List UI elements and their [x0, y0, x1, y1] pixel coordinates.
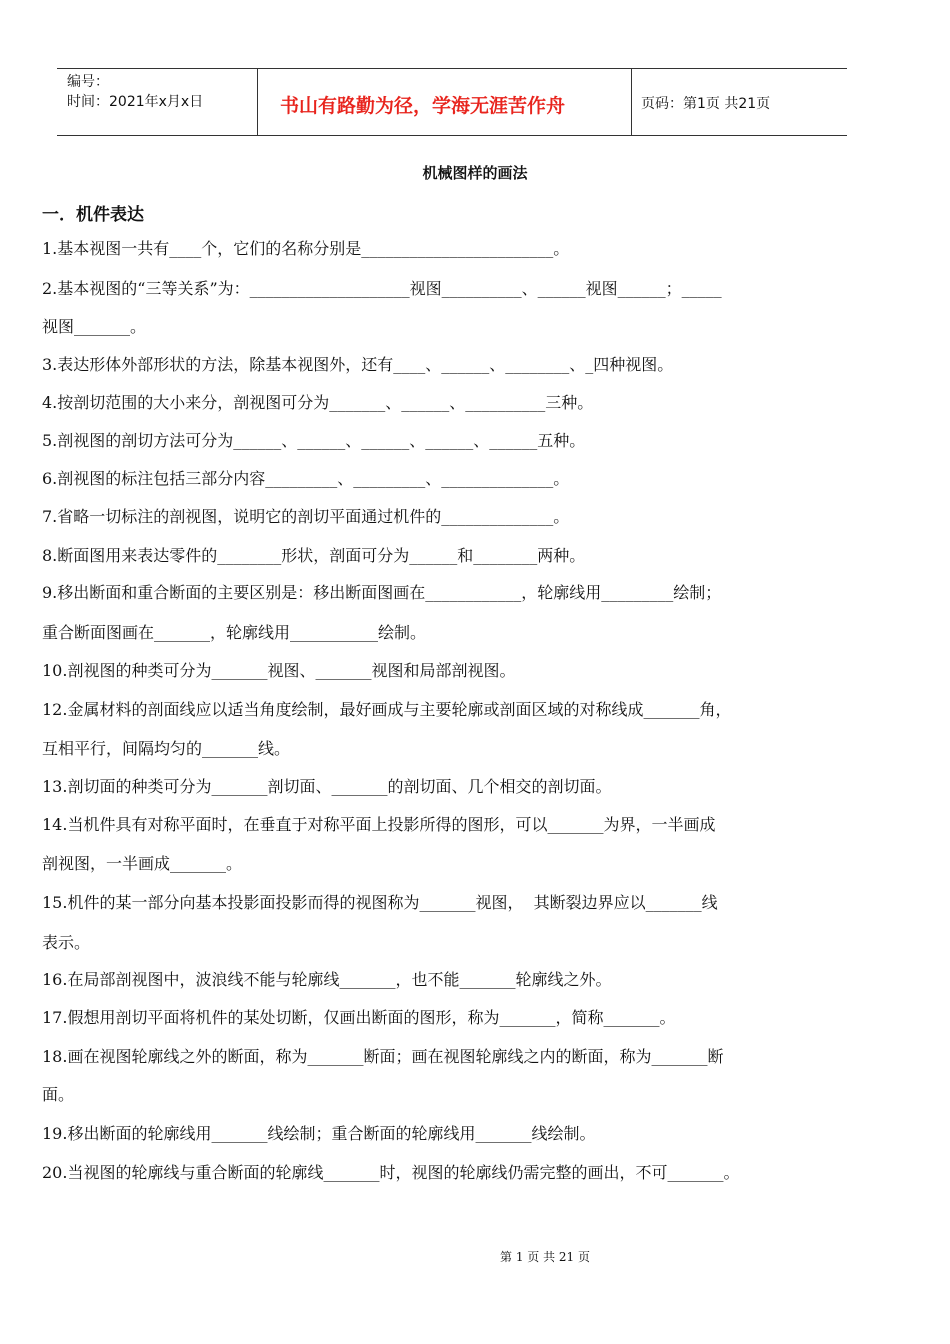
question-text: 6.剖视图的标注包括三部分内容_________、_________、______________。	[42, 469, 570, 488]
question-text: 8.断面图用来表达零件的________形状，剖面可分为______和________两种。	[42, 546, 586, 565]
question-line	[42, 352, 882, 375]
motto-text: 书山有路勤为径，学海无涯苦作舟	[280, 95, 566, 117]
time-label: 时间：2021年x月x日	[67, 94, 204, 110]
question-line	[42, 1005, 882, 1028]
question-line	[42, 890, 882, 913]
question-text: 面。	[42, 1085, 75, 1104]
question-text: 13.剖切面的种类可分为_______剖切面、_______的剖切面、几个相交的剖切面。	[42, 777, 612, 796]
header-page-cell	[631, 69, 847, 135]
question-text: 5.剖视图的剖切方法可分为______、______、______、______、______五种。	[42, 431, 586, 450]
question-line	[42, 466, 882, 489]
question-line	[42, 276, 882, 299]
question-line	[42, 428, 882, 451]
question-text: 12.金属材料的剖面线应以适当角度绘制，最好画成与主要轮廓或剖面区域的对称线成_______角，	[42, 700, 732, 719]
question-line	[42, 930, 882, 953]
question-line	[42, 390, 882, 413]
question-line	[42, 1082, 882, 1105]
question-line	[42, 314, 882, 337]
question-line	[42, 774, 882, 797]
question-text: 2.基本视图的“三等关系”为：____________________视图__________、______视图______；_____	[42, 279, 722, 298]
question-text: 19.移出断面的轮廓线用_______线绘制；重合断面的轮廓线用_______线绘制。	[42, 1124, 596, 1143]
question-text: 互相平行，间隔均匀的_______线。	[42, 739, 291, 758]
question-line	[42, 580, 882, 603]
question-line	[42, 967, 882, 990]
question-line	[42, 851, 882, 874]
question-text: 表示。	[42, 933, 91, 952]
question-line	[42, 620, 882, 643]
question-text: 16.在局部剖视图中，波浪线不能与轮廓线_______，也不能_______轮廓线之外。	[42, 970, 612, 989]
question-text: 20.当视图的轮廓线与重合断面的轮廓线_______时，视图的轮廓线仍需完整的画出，不可_______。	[42, 1163, 740, 1182]
question-text: 1.基本视图一共有____个，它们的名称分别是________________________。	[42, 239, 570, 258]
question-line	[42, 236, 882, 259]
header-table	[57, 68, 847, 136]
question-text: 7.省略一切标注的剖视图，说明它的剖切平面通过机件的______________。	[42, 507, 570, 526]
question-text: 4.按剖切范围的大小来分，剖视图可分为_______、______、__________三种。	[42, 393, 594, 412]
question-line	[42, 1121, 882, 1144]
question-text: 重合断面图画在_______，轮廓线用___________绘制。	[42, 623, 427, 642]
question-line	[42, 736, 882, 759]
question-text: 18.画在视图轮廓线之外的断面，称为_______断面；画在视图轮廓线之内的断面，称为_______断	[42, 1047, 724, 1066]
question-line	[42, 697, 882, 720]
question-text: 17.假想用剖切平面将机件的某处切断，仅画出断面的图形，称为_______，简称_______。	[42, 1008, 676, 1027]
question-text: 视图_______。	[42, 317, 147, 336]
page-label: 页码：第1页 共21页	[641, 96, 771, 112]
question-text: 14.当机件具有对称平面时，在垂直于对称平面上投影所得的图形，可以_______为界，一半画成	[42, 815, 716, 834]
footer-text: 第 1 页 共 21 页	[500, 1250, 590, 1264]
question-line	[42, 658, 882, 681]
question-line	[42, 543, 882, 566]
question-text: 3.表达形体外部形状的方法，除基本视图外，还有____、______、________、_四种视图。	[42, 355, 674, 374]
question-line	[42, 1160, 882, 1183]
question-line	[42, 504, 882, 527]
header-meta-cell	[57, 69, 257, 135]
question-line	[42, 1044, 882, 1067]
page-footer	[0, 1248, 950, 1265]
header-motto-cell	[257, 69, 632, 135]
section-title: 一．机件表达	[42, 205, 144, 225]
question-line	[42, 812, 882, 835]
question-text: 9.移出断面和重合断面的主要区别是：移出断面图画在____________，轮廓线用_________绘制；	[42, 583, 722, 602]
question-text: 15.机件的某一部分向基本投影面投影而得的视图称为_______视图， 其断裂边界应以_______线	[42, 893, 718, 912]
question-text: 剖视图，一半画成_______。	[42, 854, 243, 873]
question-text: 10.剖视图的种类可分为_______视图、_______视图和局部剖视图。	[42, 661, 516, 680]
number-label: 编号：	[67, 74, 109, 90]
doc-title: 机械图样的画法	[422, 164, 528, 182]
